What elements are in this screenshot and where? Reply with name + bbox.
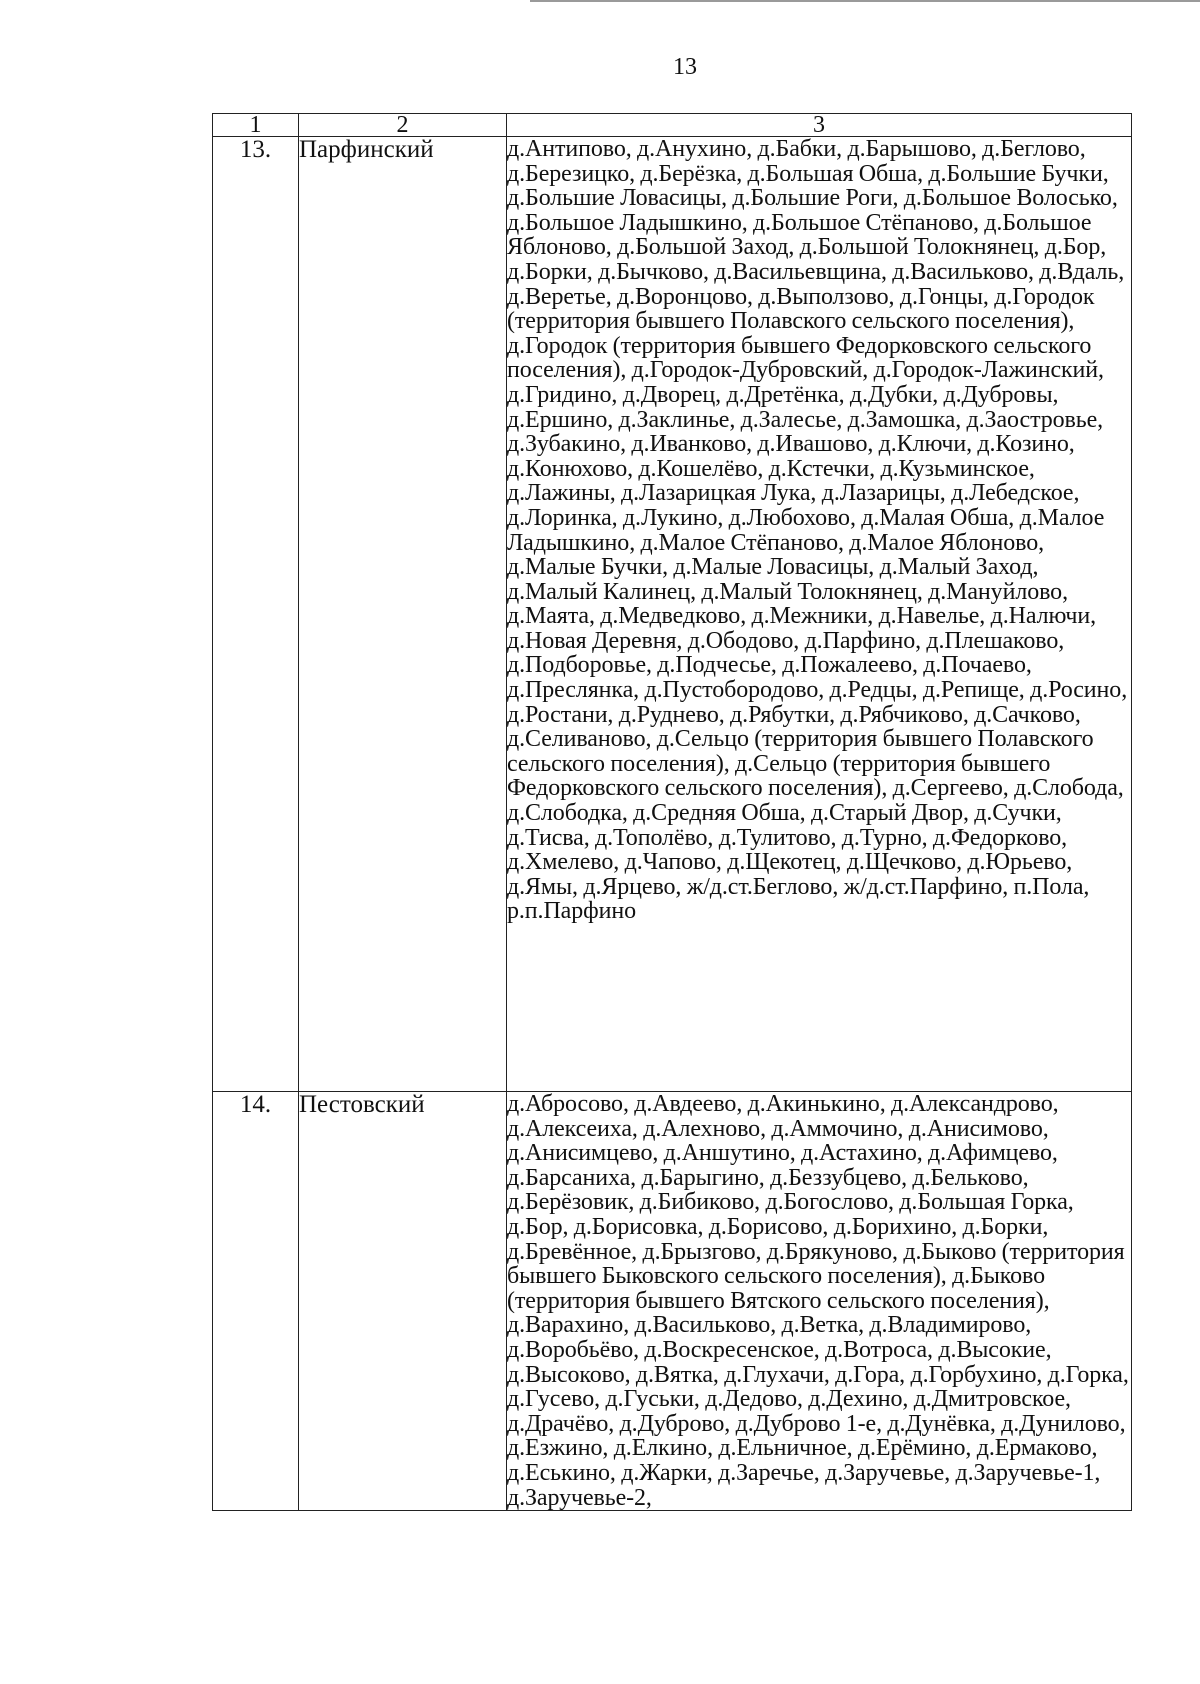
scan-edge-line [530, 0, 1200, 2]
settlements-list: д.Абросово, д.Авдеево, д.Акинькино, д.Александрово, д.Алексеиха, д.Алехново, д.Аммочино, д.Анисимово, д.Анисимцево, д.Аншутино, д.Астахино, д.Афимцево, д.Барсаниха, д.Барыгино, д.Беззубцево, д.Бельково, д.Берёзовик, д.Бибиково, д.Богослово, д.Большая Горка, д.Бор, д.Борисовка, д.Борисово, д.Борихино, д.Борки, д.Бревённое, д.Брызгово, д.Брякуново, д.Быково (территория бывшего Быковского сельского поселения), д.Быково (территория бывшего Вятского сельского поселения), д.Варахино, д.Васильково, д.Ветка, д.Владимирово, д.Воробьёво, д.Воскресенское, д.Вотроса, д.Высокие, д.Высоково, д.Вятка, д.Глухачи, д.Гора, д.Горбухино, д.Горка, д.Гусево, д.Гуськи, д.Дедово, д.Дехино, д.Дмитровское, д.Драчёво, д.Дуброво, д.Дуброво 1-е, д.Дунёвка, д.Дунилово, д.Езжино, д.Елкино, д.Ельничное, д.Ерёмино, д.Ермаково, д.Еськино, д.Жарки, д.Заречье, д.Заручевье, д.Заручевье-1, д.Заручевье-2, [507, 1092, 1132, 1511]
header-col-2: 2 [299, 114, 507, 137]
district-name: Пестовский [299, 1092, 507, 1511]
district-name: Парфинский [299, 137, 507, 1092]
page-number: 13 [673, 54, 697, 80]
header-col-1: 1 [213, 114, 299, 137]
settlements-list: д.Антипово, д.Анухино, д.Бабки, д.Барышово, д.Беглово, д.Березицко, д.Берёзка, д.Большая Обша, д.Большие Бучки, д.Большие Ловасицы, д.Большие Роги, д.Большое Волосько, д.Большое Ладышкино, д.Большое Стёпаново, д.Большое Яблоново, д.Большой Заход, д.Большой Толокнянец, д.Бор, д.Борки, д.Бычково, д.Васильевщина, д.Васильково, д.Вдаль, д.Веретье, д.Воронцово, д.Выползово, д.Гонцы, д.Городок (территория бывшего Полавского сельского поселения), д.Городок (территория бывшего Федорковского сельского поселения), д.Городок-Дубровский, д.Городок-Лажинский, д.Гридино, д.Дворец, д.Дретёнка, д.Дубки, д.Дубровы, д.Ершино, д.Заклинье, д.Залесье, д.Замошка, д.Заостровье, д.Зубакино, д.Иванково, д.Ивашово, д.Ключи, д.Козино, д.Конюхово, д.Кошелёво, д.Кстечки, д.Кузьминское, д.Лажины, д.Лазарицкая Лука, д.Лазарицы, д.Лебедское, д.Лоринка, д.Лукино, д.Любохово, д.Малая Обша, д.Малое Ладышкино, д.Малое Стёпаново, д.Малое Яблоново, д.Малые Бучки, д.Малые Ловасицы, д.Малый Заход, д.Малый Калинец, д.Малый Толокнянец, д.Мануйлово, д.Маята, д.Медведково, д.Межники, д.Навелье, д.Налючи, д.Новая Деревня, д.Ободово, д.Парфино, д.Плешаково, д.Подборовье, д.Подчесье, д.Пожалеево, д.Почаево, д.Преслянка, д.Пустобородово, д.Редцы, д.Репище, д.Росино, д.Ростани, д.Руднево, д.Рябутки, д.Рябчиково, д.Сачково, д.Селиваново, д.Сельцо (территория бывшего Полавского сельского поселения), д.Сельцо (территория бывшего Федорковского сельского поселения), д.Сергеево, д.Слобода, д.Слободка, д.Средняя Обша, д.Старый Двор, д.Сучки, д.Тисва, д.Тополёво, д.Тулитово, д.Турно, д.Федорково, д.Хмелево, д.Чапово, д.Щекотец, д.Щечково, д.Юрьево, д.Ямы, д.Ярцево, ж/д.ст.Беглово, ж/д.ст.Парфино, п.Пола, р.п.Парфино [507, 137, 1132, 1092]
row-number: 14. [213, 1092, 299, 1511]
table-row [213, 137, 1132, 1092]
table-header-row [213, 114, 1132, 137]
row-number: 13. [213, 137, 299, 1092]
header-col-3: 3 [507, 114, 1132, 137]
settlements-table [212, 113, 1132, 1511]
table-row [213, 1092, 1132, 1511]
